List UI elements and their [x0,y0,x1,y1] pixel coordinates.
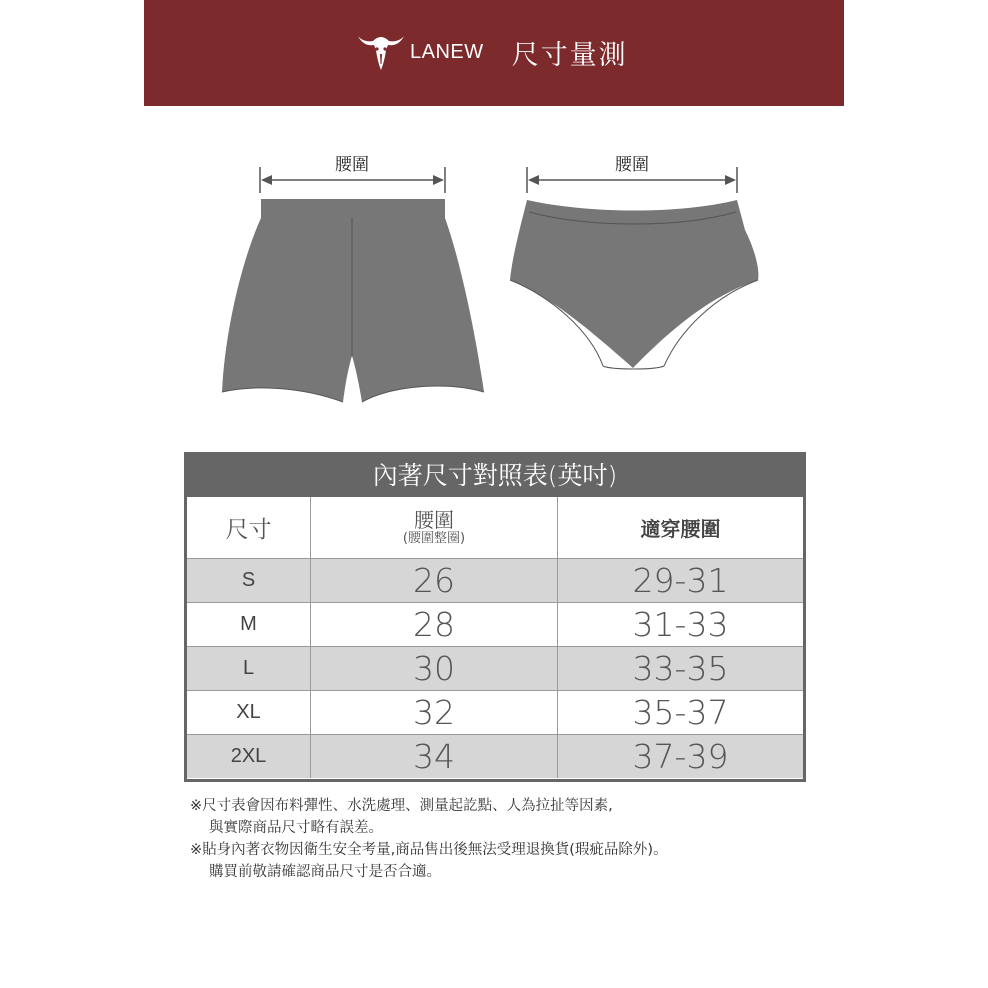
fit-cell: 37-39 [558,735,804,779]
briefs-icon [510,200,758,369]
waist-cell: 34 [311,735,558,779]
header-waist-label: 腰圍 [414,507,454,532]
note-1-line-1: ※尺寸表會因布料彈性、水洗處理、測量起訖點、人為拉扯等因素, [190,798,613,814]
garment-diagram [0,0,988,420]
size-chart-table [184,452,806,782]
table-row [187,647,803,691]
fit-cell: 29-31 [558,559,804,603]
table-header-row [187,497,803,559]
table-row [187,691,803,735]
note-1-line-2: 與實際商品尺寸略有誤差。 [209,820,383,836]
table-row [187,735,803,779]
size-cell: S [187,559,311,603]
left-measure-arrow [260,167,445,193]
fit-cell: 33-35 [558,647,804,691]
right-waist-label: 腰圍 [615,155,649,175]
header-size: 尺寸 [187,497,311,559]
waist-cell: 30 [311,647,558,691]
waist-cell: 32 [311,691,558,735]
note-2-line-2: 購買前敬請確認商品尺寸是否合適。 [209,864,441,880]
notes [190,795,810,883]
boxer-shorts-icon [222,199,484,402]
table-row [187,603,803,647]
note-2-line-1: ※貼身內著衣物因衛生安全考量,商品售出後無法受理退換貨(瑕疵品除外)。 [190,842,668,858]
table-title: 內著尺寸對照表(英吋) [187,455,803,497]
waist-cell: 28 [311,603,558,647]
size-cell: M [187,603,311,647]
fit-cell: 35-37 [558,691,804,735]
table-row [187,559,803,603]
header-waist-sublabel: (腰圍整圈) [402,530,466,546]
fit-cell: 31-33 [558,603,804,647]
right-measure-arrow [527,167,737,193]
page-title: 尺寸量測 [511,39,628,71]
size-cell: XL [187,691,311,735]
waist-cell: 26 [311,559,558,603]
size-cell: L [187,647,311,691]
size-table [187,497,803,778]
brand-name: LANEW [410,40,484,63]
left-waist-label: 腰圍 [335,155,369,175]
header-fit-waist: 適穿腰圍 [558,497,804,559]
header-waist [311,497,558,559]
size-cell: 2XL [187,735,311,779]
